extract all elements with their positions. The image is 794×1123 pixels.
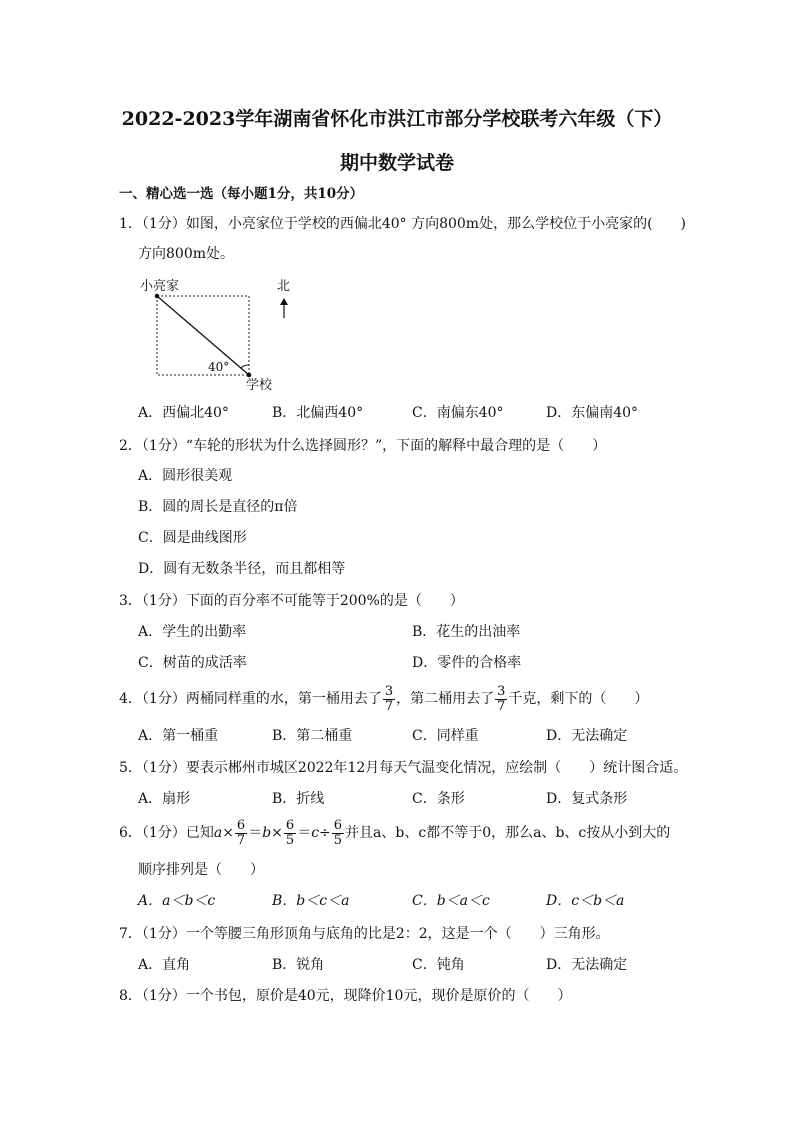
question-4-text-a: 4．（1分）两桶同样重的水，第一桶用去了 bbox=[119, 691, 382, 707]
question-6-option-d[interactable]: D．c＜b＜a bbox=[546, 893, 625, 909]
var-c: c bbox=[311, 825, 320, 841]
question-4-option-d[interactable]: D．无法确定 bbox=[546, 728, 628, 744]
north-arrow-icon bbox=[280, 298, 288, 305]
school-point bbox=[247, 373, 252, 378]
north-label: 北 bbox=[277, 279, 291, 294]
fraction-denominator: 7 bbox=[384, 698, 394, 714]
divide-sign: ÷ bbox=[319, 825, 331, 841]
question-1-option-d[interactable]: D．东偏南40° bbox=[546, 405, 639, 421]
question-1-option-b[interactable]: B．北偏西40° bbox=[272, 405, 364, 421]
question-8-text: 8．（1分）一个书包，原价是40元，现降价10元，现价是原价的（ ） bbox=[119, 988, 572, 1004]
home-point bbox=[155, 294, 160, 299]
question-6-text-a: 6．（1分）已知 bbox=[119, 825, 214, 841]
fraction-denominator: 5 bbox=[333, 832, 343, 848]
var-b: b bbox=[262, 825, 272, 841]
question-7-option-c[interactable]: C．钝角 bbox=[412, 957, 465, 973]
equals-sign: ＝ bbox=[248, 825, 263, 841]
question-6-text bbox=[119, 818, 670, 848]
question-7-text: 7．（1分）一个等腰三角形顶角与底角的比是2：2，这是一个（ ）三角形。 bbox=[119, 926, 610, 942]
fraction-denominator: 7 bbox=[236, 832, 246, 848]
question-3-option-b[interactable]: B．花生的出油率 bbox=[412, 624, 521, 640]
question-3-option-c[interactable]: C．树苗的成活率 bbox=[138, 655, 247, 671]
question-1-option-a[interactable]: A．西偏北40° bbox=[138, 405, 229, 421]
question-2-option-d[interactable]: D．圆有无数条半径，而且都相等 bbox=[138, 561, 346, 577]
exam-title-line1: 2022-2023学年湖南省怀化市洪江市部分学校联考六年级（下） bbox=[121, 108, 673, 130]
question-5-option-d[interactable]: D．复式条形 bbox=[546, 791, 628, 807]
direction-figure bbox=[130, 275, 310, 395]
question-3-text: 3．（1分）下面的百分率不可能等于200%的是（ ） bbox=[119, 593, 464, 609]
fraction-numerator: 6 bbox=[333, 817, 343, 833]
fraction-denominator: 5 bbox=[285, 832, 295, 848]
times-sign: × bbox=[222, 825, 234, 841]
question-4-text bbox=[119, 684, 648, 714]
home-label: 小亮家 bbox=[140, 279, 180, 294]
question-1-text: 1．（1分）如图，小亮家位于学校的西偏北40° 方向800m处，那么学校位于小亮家的( ) bbox=[119, 216, 686, 232]
question-1-text-line2: 方向800m处。 bbox=[138, 246, 234, 262]
question-6-option-a[interactable]: A．a＜b＜c bbox=[138, 893, 216, 909]
fraction bbox=[495, 685, 507, 714]
equals-sign: ＝ bbox=[297, 825, 312, 841]
question-5-option-c[interactable]: C．条形 bbox=[412, 791, 465, 807]
fraction bbox=[284, 819, 296, 848]
question-2-option-c[interactable]: C．圆是曲线图形 bbox=[138, 530, 247, 546]
question-4-text-b: ，第二桶用去了 bbox=[396, 691, 495, 707]
question-1-option-c[interactable]: C．南偏东40° bbox=[412, 405, 504, 421]
question-7-option-d[interactable]: D．无法确定 bbox=[546, 957, 628, 973]
question-7-option-b[interactable]: B．锐角 bbox=[272, 957, 325, 973]
fraction bbox=[235, 819, 247, 848]
question-2-option-a[interactable]: A．圆形很美观 bbox=[138, 468, 233, 484]
angle-arc bbox=[241, 365, 249, 368]
question-4-text-c: 千克，剩下的（ ） bbox=[508, 691, 649, 707]
home-school-line bbox=[157, 296, 249, 375]
question-4-option-b[interactable]: B．第二桶重 bbox=[272, 728, 353, 744]
question-6-text-b: 并且a、b、c都不等于0，那么a、b、c按从小到大的 bbox=[345, 825, 671, 841]
question-3-option-a[interactable]: A．学生的出勤率 bbox=[138, 624, 247, 640]
school-label: 学校 bbox=[246, 378, 273, 393]
question-2-text: 2．（1分）“车轮的形状为什么选择圆形？”，下面的解释中最合理的是（ ） bbox=[119, 438, 607, 454]
question-2-option-b[interactable]: B．圆的周长是直径的π倍 bbox=[138, 499, 298, 515]
fraction-denominator: 7 bbox=[497, 698, 506, 714]
var-a: a bbox=[213, 825, 223, 841]
question-5-option-a[interactable]: A．扇形 bbox=[138, 791, 191, 807]
section-heading: 一、精心选一选（每小题1分，共10分） bbox=[119, 186, 364, 202]
fraction-numerator: 3 bbox=[497, 683, 506, 699]
question-4-option-a[interactable]: A．第一桶重 bbox=[138, 728, 219, 744]
question-4-option-c[interactable]: C．同样重 bbox=[412, 728, 479, 744]
question-3-option-d[interactable]: D．零件的合格率 bbox=[412, 655, 522, 671]
fraction-numerator: 6 bbox=[285, 817, 295, 833]
times-sign: × bbox=[271, 825, 283, 841]
fraction bbox=[383, 685, 395, 714]
question-6-text-line2: 顺序排列是（ ） bbox=[138, 862, 264, 878]
question-5-option-b[interactable]: B．折线 bbox=[272, 791, 325, 807]
exam-title-line2: 期中数学试卷 bbox=[339, 152, 454, 174]
question-7-option-a[interactable]: A．直角 bbox=[138, 957, 191, 973]
fraction bbox=[332, 819, 344, 848]
fraction-numerator: 3 bbox=[384, 683, 394, 699]
question-5-text: 5．（1分）要表示郴州市城区2022年12月每天气温变化情况，应绘制（ ）统计图合适。 bbox=[119, 760, 688, 776]
question-6-option-b[interactable]: B．b＜c＜a bbox=[272, 893, 350, 909]
angle-label: 40° bbox=[208, 360, 230, 374]
question-6-option-c[interactable]: C．b＜a＜c bbox=[412, 893, 490, 909]
fraction-numerator: 6 bbox=[236, 817, 246, 833]
